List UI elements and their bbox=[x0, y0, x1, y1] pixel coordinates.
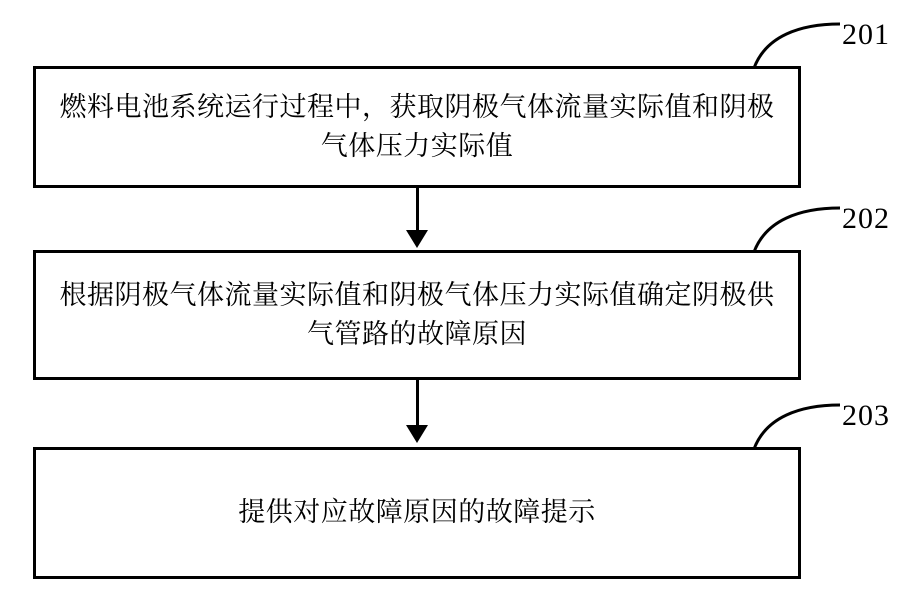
connector-201-202-line bbox=[416, 188, 419, 233]
leader-line-202 bbox=[752, 202, 844, 254]
flowchart-step-202 bbox=[33, 250, 801, 380]
step-number-201: 201 bbox=[842, 18, 890, 51]
flowchart-step-201 bbox=[33, 66, 801, 188]
flowchart-step-203-text: 提供对应故障原因的故障提示 bbox=[238, 497, 596, 528]
step-number-202: 202 bbox=[842, 202, 890, 235]
connector-202-203-arrowhead bbox=[406, 425, 428, 443]
connector-201-202-arrowhead bbox=[406, 230, 428, 248]
flowchart-step-203 bbox=[33, 447, 801, 579]
step-number-203: 203 bbox=[842, 399, 890, 432]
connector-202-203-line bbox=[416, 380, 419, 428]
flowchart-step-202-text: 根据阴极气体流量实际值和阴极气体压力实际值确定阴极供气管路的故障原因 bbox=[59, 279, 775, 349]
flowchart-step-201-text: 燃料电池系统运行过程中，获取阴极气体流量实际值和阴极气体压力实际值 bbox=[59, 91, 775, 161]
leader-line-203 bbox=[752, 399, 844, 451]
leader-line-201 bbox=[752, 18, 844, 70]
